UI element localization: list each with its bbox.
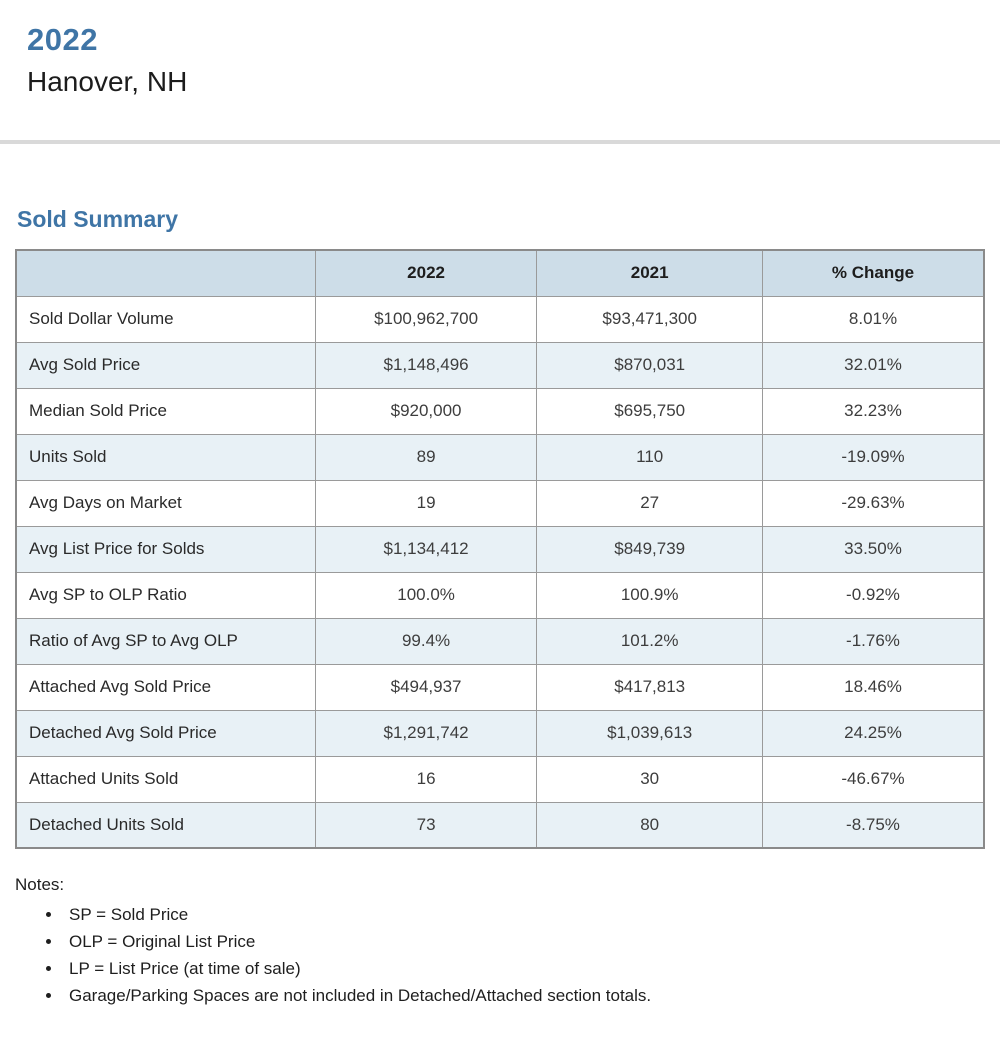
- table-row: [16, 618, 984, 664]
- value-2022: $1,134,412: [315, 526, 537, 572]
- metric-label: Avg List Price for Solds: [16, 526, 315, 572]
- sold-summary-table: [15, 249, 985, 849]
- column-header-metric: [16, 250, 315, 296]
- value-2022: $1,291,742: [315, 710, 537, 756]
- value-2022: $494,937: [315, 664, 537, 710]
- value-2022: 100.0%: [315, 572, 537, 618]
- value-2021: $849,739: [537, 526, 763, 572]
- value-2021: 80: [537, 802, 763, 848]
- value-2022: 73: [315, 802, 537, 848]
- value-change: 32.01%: [762, 342, 984, 388]
- value-2021: 100.9%: [537, 572, 763, 618]
- value-change: -8.75%: [762, 802, 984, 848]
- metric-label: Avg Days on Market: [16, 480, 315, 526]
- year-title: 2022: [27, 22, 98, 57]
- table-row: [16, 526, 984, 572]
- metric-label: Avg Sold Price: [16, 342, 315, 388]
- table-row: [16, 664, 984, 710]
- value-2022: $1,148,496: [315, 342, 537, 388]
- table-row: [16, 572, 984, 618]
- value-change: -29.63%: [762, 480, 984, 526]
- value-2021: $1,039,613: [537, 710, 763, 756]
- value-change: -0.92%: [762, 572, 984, 618]
- value-2022: 19: [315, 480, 537, 526]
- note-item: • LP = List Price (at time of sale): [63, 959, 985, 979]
- table-row: [16, 388, 984, 434]
- value-2022: 16: [315, 756, 537, 802]
- metric-label: Attached Units Sold: [16, 756, 315, 802]
- value-change: -1.76%: [762, 618, 984, 664]
- value-change: -19.09%: [762, 434, 984, 480]
- page-header: [15, 22, 985, 98]
- metric-label: Attached Avg Sold Price: [16, 664, 315, 710]
- value-2021: $870,031: [537, 342, 763, 388]
- divider: [0, 140, 1000, 144]
- value-2021: 27: [537, 480, 763, 526]
- metric-label: Sold Dollar Volume: [16, 296, 315, 342]
- value-2021: $93,471,300: [537, 296, 763, 342]
- notes-list: [15, 905, 985, 1006]
- notes-label: Notes:: [15, 875, 65, 894]
- value-change: 18.46%: [762, 664, 984, 710]
- value-2021: $417,813: [537, 664, 763, 710]
- table-row: [16, 296, 984, 342]
- metric-label: Units Sold: [16, 434, 315, 480]
- column-header-2021: 2021: [537, 250, 763, 296]
- value-2021: 110: [537, 434, 763, 480]
- table-row: [16, 434, 984, 480]
- value-change: 33.50%: [762, 526, 984, 572]
- table-row: [16, 710, 984, 756]
- metric-label: Ratio of Avg SP to Avg OLP: [16, 618, 315, 664]
- value-2022: $920,000: [315, 388, 537, 434]
- table-row: [16, 480, 984, 526]
- notes-section: [15, 875, 985, 1006]
- value-2022: 89: [315, 434, 537, 480]
- value-change: 8.01%: [762, 296, 984, 342]
- value-2021: 30: [537, 756, 763, 802]
- table-row: [16, 342, 984, 388]
- metric-label: Median Sold Price: [16, 388, 315, 434]
- note-item: • OLP = Original List Price: [63, 932, 985, 952]
- note-item: • Garage/Parking Spaces are not included in Detached/Attached section totals.: [63, 986, 985, 1006]
- table-header: [16, 250, 984, 296]
- table-row: [16, 802, 984, 848]
- value-2022: 99.4%: [315, 618, 537, 664]
- note-item: • SP = Sold Price: [63, 905, 985, 925]
- metric-label: Avg SP to OLP Ratio: [16, 572, 315, 618]
- value-change: 32.23%: [762, 388, 984, 434]
- value-change: 24.25%: [762, 710, 984, 756]
- sold-summary-title: Sold Summary: [17, 206, 179, 232]
- metric-label: Detached Units Sold: [16, 802, 315, 848]
- value-2021: 101.2%: [537, 618, 763, 664]
- table-row: [16, 756, 984, 802]
- header-row: [16, 250, 984, 296]
- value-2021: $695,750: [537, 388, 763, 434]
- column-header-2022: 2022: [315, 250, 537, 296]
- value-change: -46.67%: [762, 756, 984, 802]
- column-header-change: % Change: [762, 250, 984, 296]
- metric-label: Detached Avg Sold Price: [16, 710, 315, 756]
- table-body: [16, 296, 984, 848]
- location-title: Hanover, NH: [27, 66, 188, 97]
- value-2022: $100,962,700: [315, 296, 537, 342]
